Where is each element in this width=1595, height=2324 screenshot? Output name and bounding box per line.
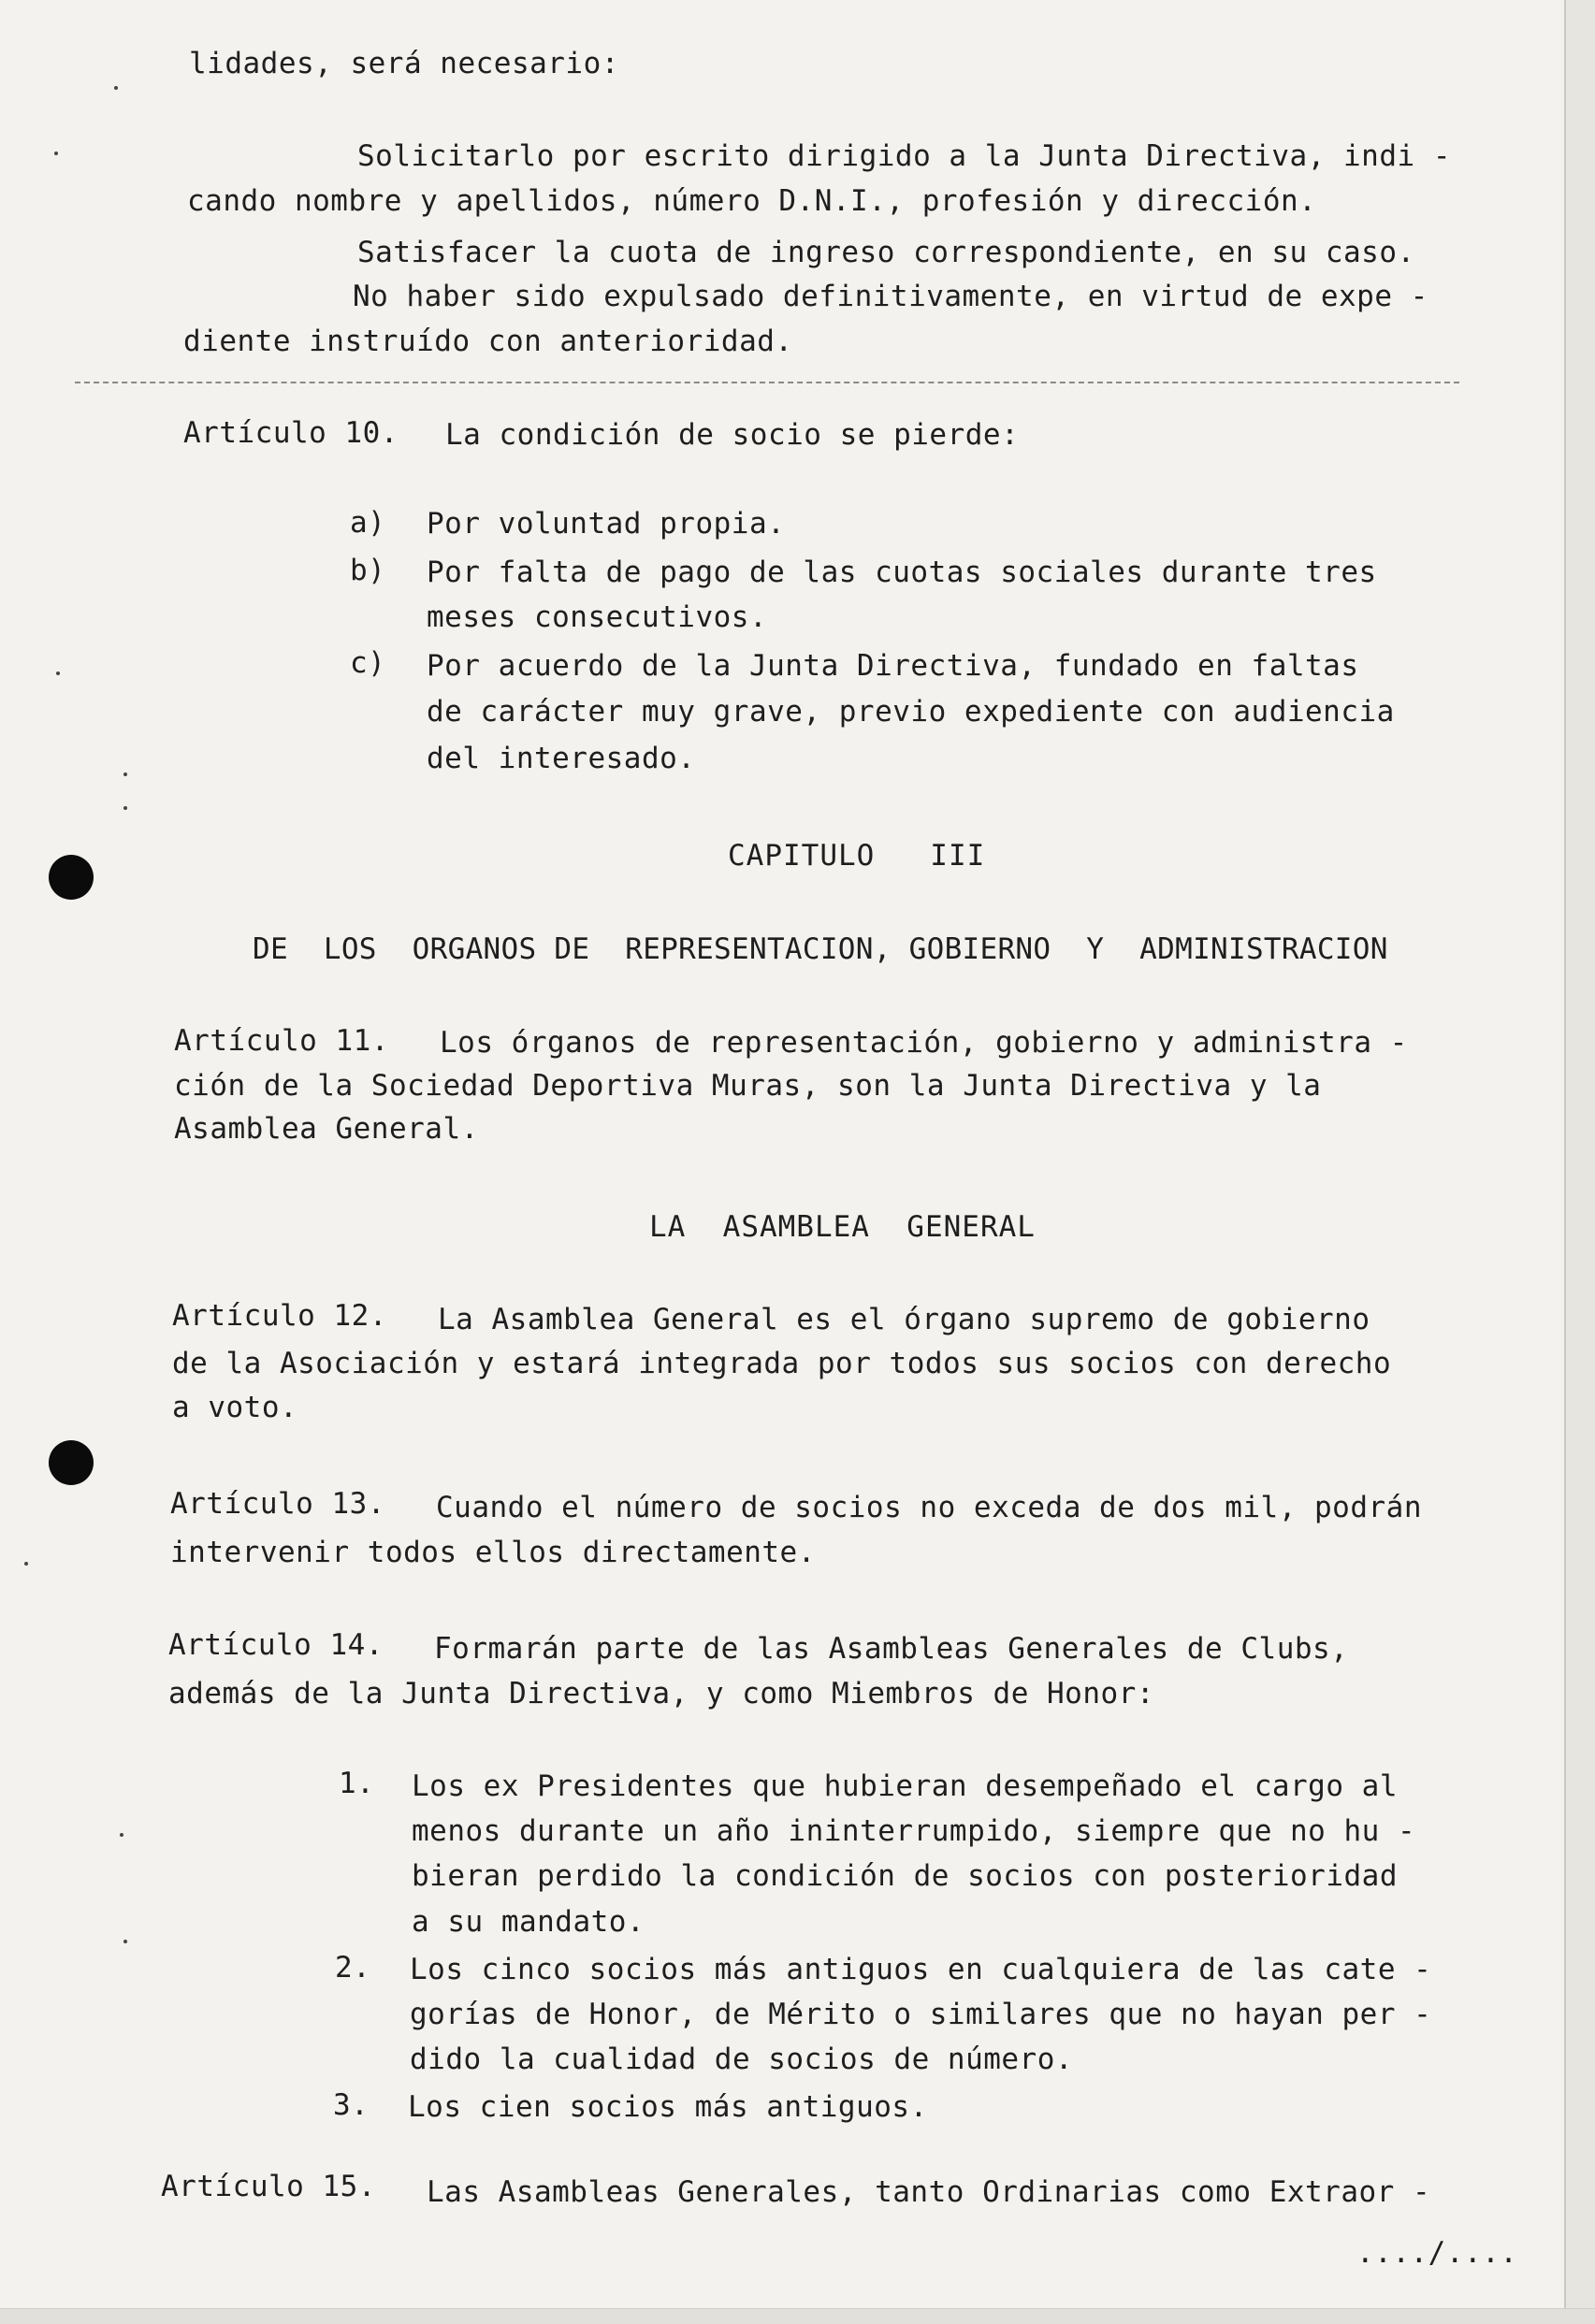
article-11-line: Asamblea General. bbox=[174, 1112, 479, 1146]
article-13-line: Cuando el número de socios no exceda de dos mil, podrán bbox=[436, 1491, 1422, 1524]
chapter-number: CAPITULO III bbox=[728, 839, 986, 873]
list-item-line: a su mandato. bbox=[412, 1905, 645, 1939]
speck bbox=[120, 1833, 123, 1837]
list-item-line: Los ex Presidentes que hubieran desempeñado el cargo al bbox=[412, 1769, 1398, 1803]
divider-line bbox=[75, 382, 1459, 383]
list-item-line: bieran perdido la condición de socios con posterioridad bbox=[412, 1859, 1398, 1893]
list-item-line: del interesado. bbox=[427, 742, 696, 775]
list-marker: c) bbox=[350, 646, 386, 680]
continuation-mark: ..../.... bbox=[1356, 2236, 1518, 2270]
article-12-heading: Artículo 12. bbox=[172, 1299, 387, 1333]
speck bbox=[56, 671, 60, 675]
chapter-title: DE LOS ORGANOS DE REPRESENTACION, GOBIERNO Y ADMINISTRACION bbox=[253, 932, 1388, 966]
requirement-line-4: No haber sido expulsado definitivamente, en virtud de expe - bbox=[353, 280, 1428, 313]
article-12-line: La Asamblea General es el órgano supremo de gobierno bbox=[438, 1303, 1370, 1336]
requirement-line-2: cando nombre y apellidos, número D.N.I., profesión y dirección. bbox=[187, 184, 1317, 218]
section-title: LA ASAMBLEA GENERAL bbox=[649, 1210, 1036, 1244]
article-15-line: Las Asambleas Generales, tanto Ordinarias como Extraor - bbox=[427, 2175, 1431, 2209]
article-15-heading: Artículo 15. bbox=[161, 2170, 376, 2203]
speck bbox=[123, 1940, 127, 1943]
requirement-line-1: Solicitarlo por escrito dirigido a la Junta Directiva, indi - bbox=[357, 139, 1451, 173]
speck bbox=[24, 1562, 28, 1566]
list-item-line: meses consecutivos. bbox=[427, 600, 768, 634]
requirement-line-5: diente instruído con anterioridad. bbox=[183, 325, 793, 358]
article-12-line: de la Asociación y estará integrada por todos sus socios con derecho bbox=[172, 1347, 1392, 1380]
list-marker: 1. bbox=[339, 1767, 375, 1800]
list-item-line: Los cien socios más antiguos. bbox=[408, 2090, 928, 2124]
article-13-line: intervenir todos ellos directamente. bbox=[170, 1536, 816, 1569]
article-13-heading: Artículo 13. bbox=[170, 1487, 385, 1521]
article-10-heading: Artículo 10. bbox=[183, 416, 399, 450]
article-11-line: ción de la Sociedad Deportiva Muras, son la Junta Directiva y la bbox=[174, 1069, 1322, 1103]
speck bbox=[54, 152, 58, 155]
list-item-line: de carácter muy grave, previo expediente con audiencia bbox=[427, 695, 1395, 729]
list-marker: 3. bbox=[333, 2088, 370, 2122]
article-10-text: La condición de socio se pierde: bbox=[445, 418, 1020, 452]
requirement-line-3: Satisfacer la cuota de ingreso correspondiente, en su caso. bbox=[357, 236, 1415, 269]
article-14-line: además de la Junta Directiva, y como Miembros de Honor: bbox=[168, 1677, 1154, 1711]
list-marker: 2. bbox=[335, 1951, 371, 1985]
speck bbox=[114, 86, 118, 90]
article-14-heading: Artículo 14. bbox=[168, 1628, 384, 1662]
continuation-line: lidades, será necesario: bbox=[189, 47, 619, 80]
list-item-line: Por acuerdo de la Junta Directiva, fundado en faltas bbox=[427, 649, 1359, 683]
speck bbox=[123, 806, 127, 810]
article-11-heading: Artículo 11. bbox=[174, 1024, 389, 1058]
list-item-line: Por falta de pago de las cuotas sociales durante tres bbox=[427, 556, 1377, 589]
list-item-line: dido la cualidad de socios de número. bbox=[410, 2043, 1074, 2076]
list-marker: a) bbox=[350, 506, 386, 540]
list-item-line: gorías de Honor, de Mérito o similares que no hayan per - bbox=[410, 1998, 1432, 2031]
list-item-line: menos durante un año ininterrumpido, siempre que no hu - bbox=[412, 1814, 1416, 1848]
speck bbox=[123, 772, 127, 776]
list-item-line: Los cinco socios más antiguos en cualquiera de las cate - bbox=[410, 1953, 1432, 1986]
list-marker: b) bbox=[350, 554, 386, 587]
page-bottom-edge bbox=[0, 2308, 1595, 2324]
list-item-line: Por voluntad propia. bbox=[427, 507, 786, 541]
article-11-line: Los órganos de representación, gobierno y administra - bbox=[440, 1026, 1408, 1060]
page-right-edge bbox=[1564, 0, 1595, 2323]
article-14-line: Formarán parte de las Asambleas Generales de Clubs, bbox=[434, 1632, 1349, 1666]
punch-hole-top bbox=[49, 855, 94, 900]
article-12-line: a voto. bbox=[172, 1391, 298, 1424]
punch-hole-bottom bbox=[49, 1440, 94, 1485]
